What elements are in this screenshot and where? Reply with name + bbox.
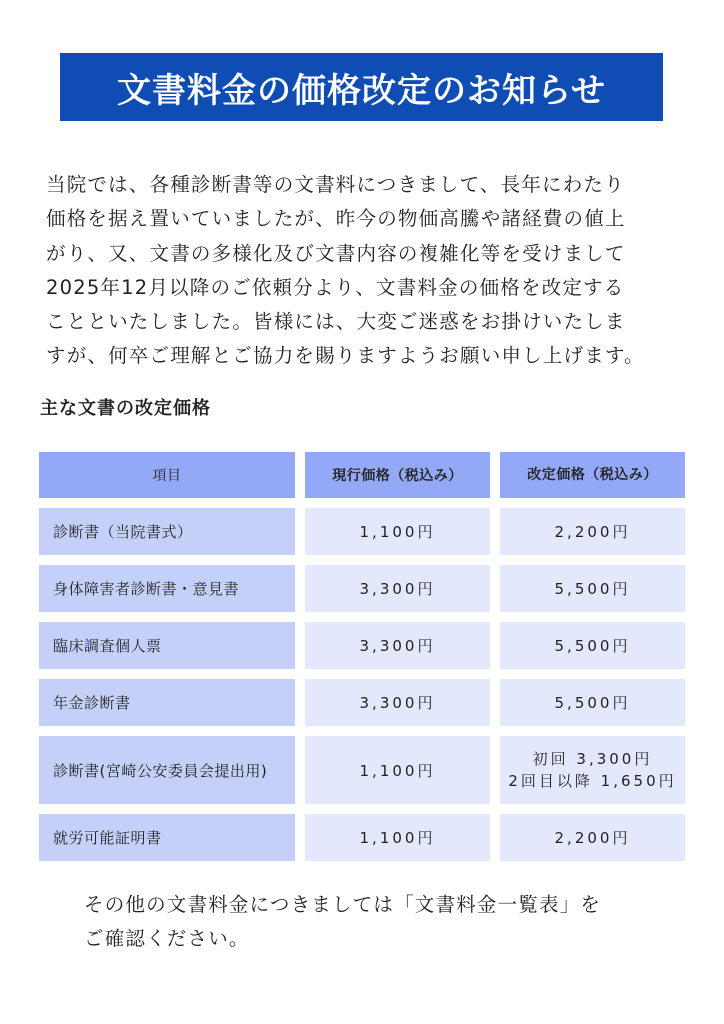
row-item: 年金診断書 xyxy=(39,679,295,726)
row-current-price: 3,300円 xyxy=(305,565,490,612)
row-new-price xyxy=(500,679,685,726)
table-row xyxy=(39,679,685,726)
footer-note xyxy=(84,888,601,956)
footer-line: その他の文書料金につきましては「文書料金一覧表」を xyxy=(84,893,602,916)
table-row xyxy=(39,814,685,861)
new-price-text: 5,500円 xyxy=(554,579,631,598)
row-item: 身体障害者診断書・意見書 xyxy=(39,565,295,612)
footer-line: ご確認ください。 xyxy=(84,927,250,950)
row-new-price xyxy=(500,736,685,804)
header-item: 項目 xyxy=(39,452,295,498)
new-price-first: 初回 3,300円 xyxy=(532,750,653,768)
row-new-price xyxy=(500,814,685,861)
price-table xyxy=(39,452,685,871)
intro-line: 2025年12月以降のご依頼分より、文書料金の価格を改定する xyxy=(46,275,625,299)
row-current-price: 3,300円 xyxy=(305,679,490,726)
header-current-price: 現行価格（税込み） xyxy=(305,452,490,498)
row-item: 診断書(宮崎公安委員会提出用) xyxy=(39,736,295,804)
table-row xyxy=(39,736,685,804)
new-price-text: 2,200円 xyxy=(554,828,631,847)
section-heading: 主な文書の改定価格 xyxy=(40,398,211,419)
row-item: 臨床調査個人票 xyxy=(39,622,295,669)
intro-line: 当院では、各種診断書等の文書料につきまして、長年にわたり xyxy=(46,173,625,196)
intro-paragraph xyxy=(46,168,686,374)
table-row xyxy=(39,565,685,612)
row-new-price xyxy=(500,622,685,669)
row-current-price: 1,100円 xyxy=(305,508,490,555)
intro-line: 価格を据え置いていましたが、昨今の物価高騰や諸経費の値上 xyxy=(46,207,626,231)
intro-line: すが、何卒ご理解とご協力を賜りますようお願い申し上げます。 xyxy=(46,344,645,368)
intro-line: ことといたしました。皆様には、大変ご迷惑をお掛けいたしま xyxy=(46,310,626,334)
row-new-price xyxy=(500,508,685,555)
page-title: 文書料金の価格改定のお知らせ xyxy=(117,70,606,111)
new-price-text: 5,500円 xyxy=(554,636,631,655)
row-current-price: 3,300円 xyxy=(305,622,490,669)
header-new-price: 改定価格（税込み） xyxy=(500,452,685,498)
table-row xyxy=(39,508,685,555)
table-header-row xyxy=(39,452,685,498)
row-new-price xyxy=(500,565,685,612)
row-current-price: 1,100円 xyxy=(305,814,490,861)
new-price-second: 2回目以降 1,650円 xyxy=(508,772,677,790)
new-price-text: 2,200円 xyxy=(554,522,631,541)
intro-line: がり、又、文書の多様化及び文書内容の複雑化等を受けまして xyxy=(46,241,626,265)
title-banner xyxy=(60,53,663,121)
row-current-price: 1,100円 xyxy=(305,736,490,804)
new-price-text: 5,500円 xyxy=(554,693,631,712)
row-item: 就労可能証明書 xyxy=(39,814,295,861)
table-row xyxy=(39,622,685,669)
row-item: 診断書（当院書式） xyxy=(39,508,295,555)
